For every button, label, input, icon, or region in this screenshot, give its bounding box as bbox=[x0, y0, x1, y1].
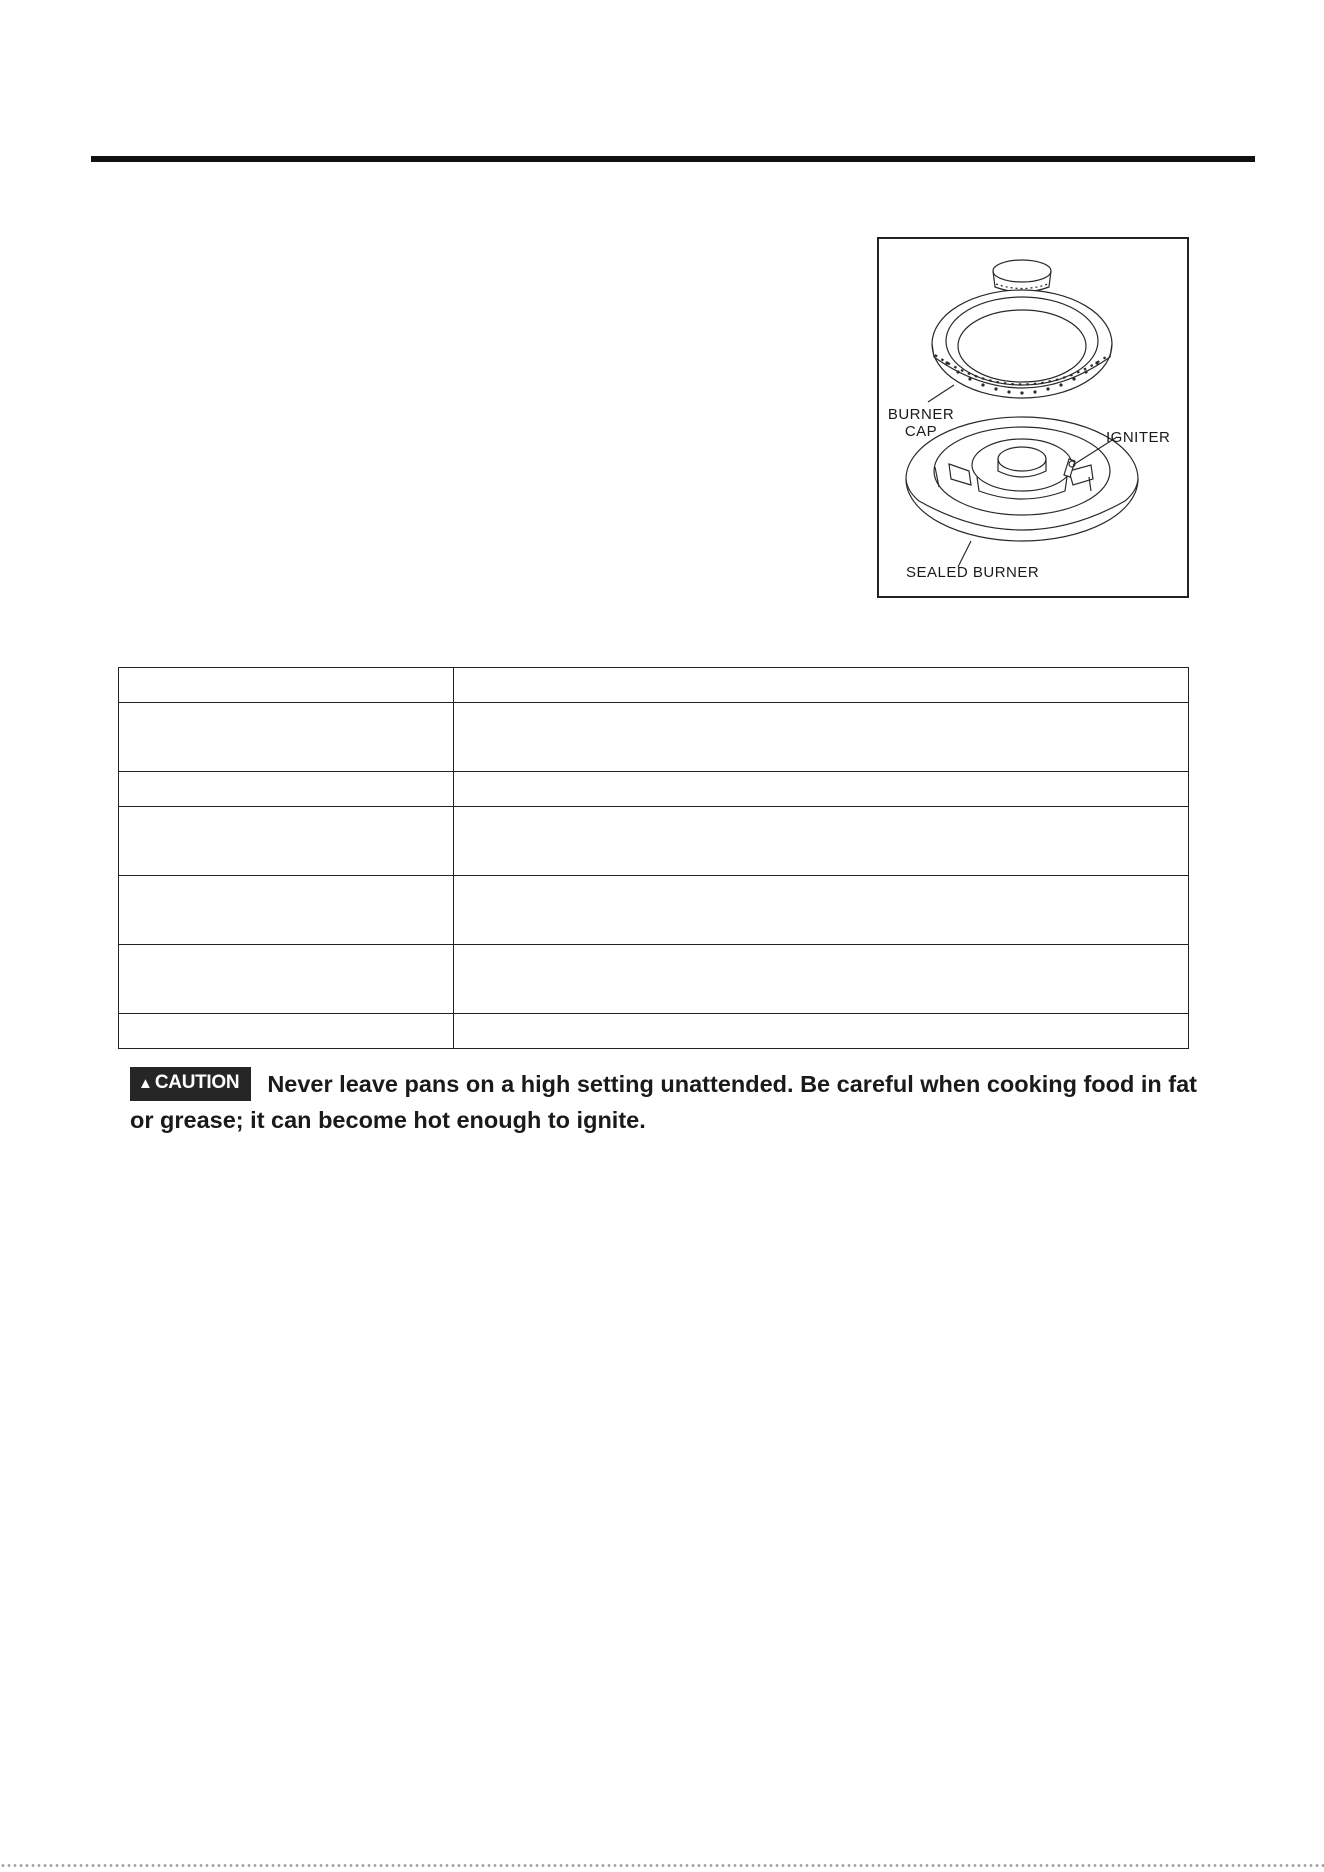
table-row bbox=[119, 668, 1189, 703]
igniter-label: IGNITER bbox=[1106, 429, 1171, 446]
table-cell-description bbox=[454, 945, 1189, 1014]
igniter-drawing bbox=[1064, 459, 1075, 477]
burner-diagram-figure bbox=[877, 237, 1189, 598]
table-cell-description bbox=[454, 1014, 1189, 1049]
table-row bbox=[119, 703, 1189, 772]
page-bottom-edge bbox=[0, 1864, 1324, 1867]
table-row bbox=[119, 1014, 1189, 1049]
table-cell-setting bbox=[119, 807, 454, 876]
settings-table-body bbox=[119, 668, 1189, 1049]
burner-cap-label-line2: CAP bbox=[904, 423, 938, 440]
table-row bbox=[119, 876, 1189, 945]
sealed-burner-label: SEALED BURNER bbox=[906, 564, 1040, 581]
burner-ring-drawing bbox=[932, 290, 1112, 398]
table-cell-setting bbox=[119, 945, 454, 1014]
table-row bbox=[119, 772, 1189, 807]
caution-notice bbox=[130, 1066, 1210, 1138]
table-cell-setting bbox=[119, 1014, 454, 1049]
table-cell-setting bbox=[119, 703, 454, 772]
burner-cap-label bbox=[885, 406, 957, 440]
table-cell-description bbox=[454, 876, 1189, 945]
table-cell-description bbox=[454, 668, 1189, 703]
burner-cap-drawing bbox=[993, 260, 1051, 292]
caution-badge bbox=[130, 1067, 251, 1101]
table-cell-setting bbox=[119, 668, 454, 703]
table-cell-setting bbox=[119, 876, 454, 945]
top-divider-rule bbox=[91, 156, 1255, 162]
caution-badge-label: CAUTION bbox=[154, 1072, 240, 1093]
burner-cap-label-line1: BURNER bbox=[887, 406, 955, 423]
caution-text: Never leave pans on a high setting unattended. Be careful when cooking food in fat or grease; it can become hot enough to ignite. bbox=[130, 1071, 1198, 1133]
table-cell-description bbox=[454, 807, 1189, 876]
table-row bbox=[119, 807, 1189, 876]
burner-settings-table bbox=[118, 667, 1189, 1049]
table-cell-description bbox=[454, 703, 1189, 772]
warning-triangle-icon: ▲ bbox=[138, 1075, 153, 1092]
table-cell-description bbox=[454, 772, 1189, 807]
table-cell-setting bbox=[119, 772, 454, 807]
table-row bbox=[119, 945, 1189, 1014]
